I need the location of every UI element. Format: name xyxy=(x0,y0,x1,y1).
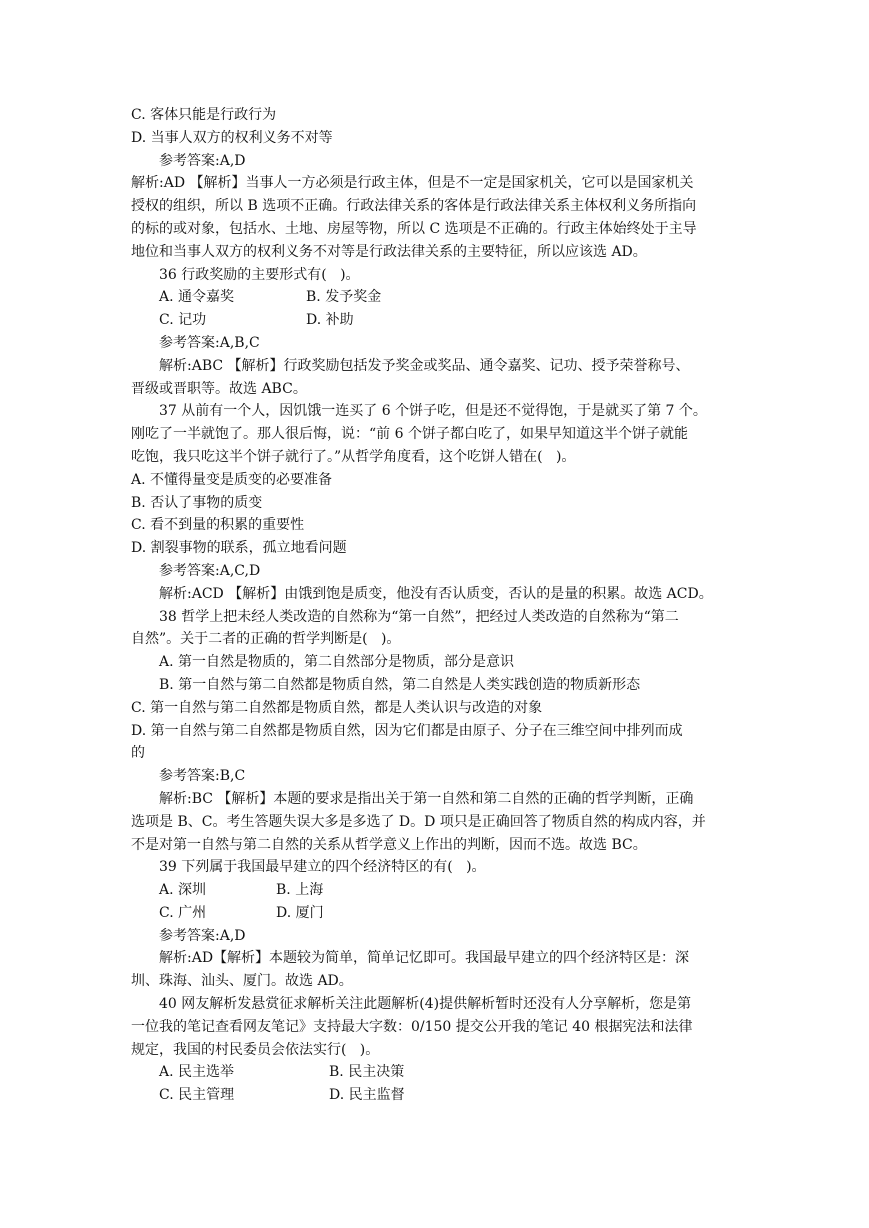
text-line: 吃饱，我只吃这半个饼子就行了。”从哲学角度看，这个吃饼人错在( )。 xyxy=(131,448,576,465)
text-line: 解析:AD【解析】本题较为简单，简单记忆即可。我国最早建立的四个经济特区是：深 xyxy=(159,950,690,967)
text-line: 规定，我国的村民委员会依法实行( )。 xyxy=(131,1041,380,1058)
option: A. 第一自然是物质的，第二自然部分是物质，部分是意识 xyxy=(159,654,515,671)
option: B. 上海 xyxy=(276,882,324,899)
option-row xyxy=(131,309,741,332)
option: C. 看不到量的积累的重要性 xyxy=(131,517,305,534)
text-line: 选项是 B、C。考生答题失误大多是多选了 D。D 项只是正确回答了物质自然的构成内容，并 xyxy=(131,813,706,830)
text-line: 地位和当事人双方的权利义务不对等是行政法律关系的主要特征，所以应该选 AD。 xyxy=(131,243,647,260)
answer-line: 参考答案:A,D xyxy=(159,927,246,944)
text-line: 授权的组织，所以 B 选项不正确。行政法律关系的客体是行政法律关系主体权利义务所指向 xyxy=(131,198,697,215)
answer-line: 参考答案:A,D xyxy=(159,152,246,169)
option: C. 第一自然与第二自然都是物质自然，都是人类认识与改造的对象 xyxy=(131,699,543,716)
text-line: 的 xyxy=(131,745,145,762)
option: B. 否认了事物的质变 xyxy=(131,494,263,511)
question-line: 37 从前有一个人，因饥饿一连买了 6 个饼子吃，但是还不觉得饱，于是就买了第 7 个。 xyxy=(159,403,707,420)
option: A. 通令嘉奖 xyxy=(159,289,235,306)
question-line: 38 哲学上把未经人类改造的自然称为“第一自然”，把经过人类改造的自然称为“第二 xyxy=(159,608,679,625)
answer-line: 参考答案:A,B,C xyxy=(159,334,260,351)
text-line: 的标的或对象，包括水、土地、房屋等物，所以 C 选项是不正确的。行政主体始终处于主导 xyxy=(131,220,697,237)
option-row xyxy=(131,286,741,309)
option: B. 发予奖金 xyxy=(306,289,382,306)
option-row xyxy=(131,1084,741,1107)
option: D. 第一自然与第二自然都是物质自然，因为它们都是由原子、分子在三维空间中排列而成 xyxy=(131,722,683,739)
option: A. 不懂得量变是质变的必要准备 xyxy=(131,471,333,488)
option: D. 补助 xyxy=(306,312,354,329)
document-text xyxy=(131,104,741,1107)
option: D. 割裂事物的联系，孤立地看问题 xyxy=(131,540,347,557)
option: A. 民主选举 xyxy=(159,1064,235,1081)
answer-line: 参考答案:A,C,D xyxy=(159,562,261,579)
text-line: 刚吃了一半就饱了。那人很后悔，说：“前 6 个饼子都白吃了，如果早知道这半个饼子就能 xyxy=(131,426,688,443)
answer-line: 参考答案:B,C xyxy=(159,768,246,785)
text-line: 不是对第一自然与第二自然的关系从哲学意义上作出的判断，因而不选。故选 BC。 xyxy=(131,836,647,853)
option: C. 广州 xyxy=(159,904,207,921)
question-line: 36 行政奖励的主要形式有( )。 xyxy=(159,266,360,283)
text-line: 晋级或晋职等。故选 ABC。 xyxy=(131,380,307,397)
text-line: 自然”。关于二者的正确的哲学判断是( )。 xyxy=(131,631,401,648)
option-row xyxy=(131,902,741,925)
option: D. 厦门 xyxy=(276,904,324,921)
text-line: 解析:BC 【解析】本题的要求是指出关于第一自然和第二自然的正确的哲学判断，正确 xyxy=(159,790,694,807)
text-line: 解析:AD 【解析】当事人一方必须是行政主体，但是不一定是国家机关，它可以是国家机关 xyxy=(131,175,694,192)
option: C. 记功 xyxy=(159,312,207,329)
text-line: 解析:ACD 【解析】由饿到饱是质变，他没有否认质变，否认的是量的积累。故选 ACD。 xyxy=(159,585,713,602)
question-line: 40 网友解析发悬赏征求解析关注此题解析(4)提供解析暂时还没有人分享解析，您是第 xyxy=(159,996,692,1013)
text-line: 圳、珠海、汕头、厦门。故选 AD。 xyxy=(131,973,353,990)
option: D. 民主监督 xyxy=(329,1087,405,1104)
option-row xyxy=(131,1061,741,1084)
option: C. 民主管理 xyxy=(159,1087,235,1104)
option: B. 第一自然与第二自然都是物质自然，第二自然是人类实践创造的物质新形态 xyxy=(159,676,641,693)
option: B. 民主决策 xyxy=(329,1064,405,1081)
option-row xyxy=(131,879,741,902)
text-line: C. 客体只能是行政行为 xyxy=(131,107,277,123)
text-line: 一位我的笔记查看网友笔记》支持最大字数：0/150 提交公开我的笔记 40 根据宪法和法律 xyxy=(131,1018,693,1035)
option: A. 深圳 xyxy=(159,882,207,899)
question-line: 39 下列属于我国最早建立的四个经济特区的有( )。 xyxy=(159,859,486,876)
text-line: 解析:ABC 【解析】行政奖励包括发予奖金或奖品、通令嘉奖、记功、授予荣誉称号、 xyxy=(159,357,690,374)
text-line: D. 当事人双方的权利义务不对等 xyxy=(131,129,333,146)
